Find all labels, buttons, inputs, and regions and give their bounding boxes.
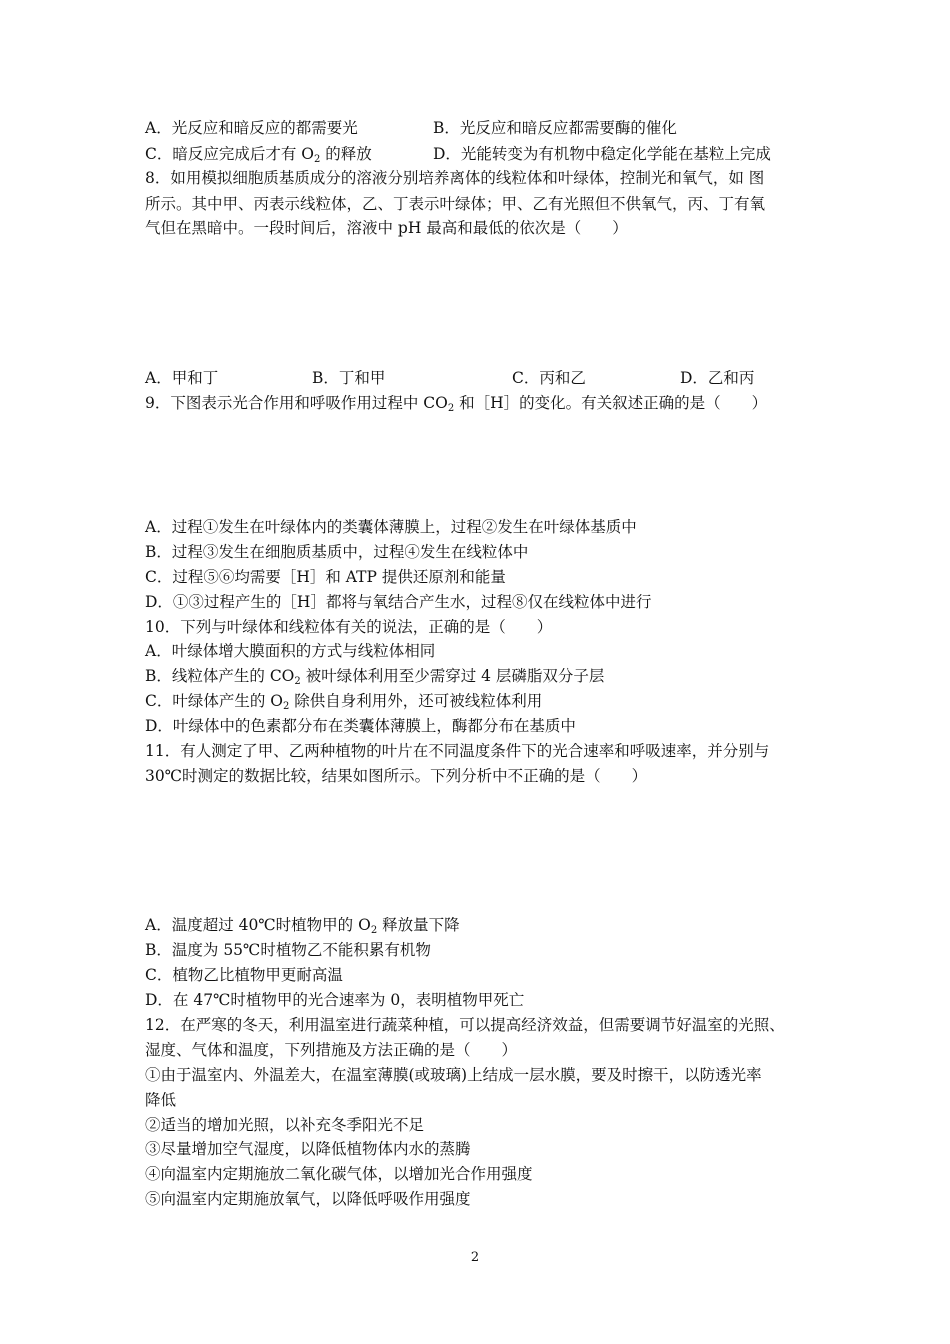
q9-option-b: B．过程③发生在细胞质基质中，过程④发生在线粒体中 [145,543,529,561]
q11-option-d: D．在 47℃时植物甲的光合速率为 0，表明植物甲死亡 [145,991,525,1009]
q7-option-b: B．光反应和暗反应都需要酶的催化 [433,119,677,137]
q9-option-a: A．过程①发生在叶绿体内的类囊体薄膜上，过程②发生在叶绿体基质中 [145,518,637,536]
q10-stem: 10．下列与叶绿体和线粒体有关的说法，正确的是（ ） [145,618,553,636]
q10-option-b: B．线粒体产生的 $CO_2$ 被叶绿体利用至少需穿过 4 层磷脂双分子层 [145,667,605,687]
q7-option-a: A．光反应和暗反应的都需要光 [145,119,358,137]
q12-item-2: ②适当的增加光照，以补充冬季阳光不足 [145,1116,425,1134]
q8-option-d: D．乙和丙 [680,369,755,387]
q8-stem-line-3: 气但在黑暗中。一段时间后，溶液中 pH 最高和最低的依次是（ ） [145,219,628,237]
q8-figure-placeholder [145,242,805,364]
q8-stem-line-2: 所示。其中甲、丙表示线粒体，乙、丁表示叶绿体；甲、乙有光照但不供氧气，丙、丁有氧 [145,195,766,213]
q12-item-1-line-2: 降低 [145,1091,177,1109]
q10-option-a: A．叶绿体增大膜面积的方式与线粒体相同 [145,642,436,660]
q12-item-3: ③尽量增加空气湿度，以降低植物体内水的蒸腾 [145,1140,471,1158]
q9-stem: 9．下图表示光合作用和呼吸作用过程中 $CO_2$ 和［H］的变化。有关叙述正确的是（ ） [145,394,768,414]
q11-stem-line-1: 11．有人测定了甲、乙两种植物的叶片在不同温度条件下的光合速率和呼吸速率，并分别与 [145,742,770,760]
q10-option-c: C．叶绿体产生的 $O_2$ 除供自身利用外，还可被线粒体利用 [145,692,543,712]
q12-stem-line-1: 12．在严寒的冬天，利用温室进行蔬菜种植，可以提高经济效益，但需要调节好温室的光照、 [145,1016,785,1034]
q11-option-b: B．温度为 55℃时植物乙不能积累有机物 [145,941,431,959]
q8-stem-line-1: 8．如用模拟细胞质基质成分的溶液分别培养离体的线粒体和叶绿体，控制光和氧气，如 图 [145,169,765,187]
q10-option-d: D．叶绿体中的色素都分布在类囊体薄膜上，酶都分布在基质中 [145,717,576,735]
q8-option-c: C．丙和乙 [512,369,586,387]
q9-option-c: C．过程⑤⑥均需要［H］和 ATP 提供还原剂和能量 [145,568,506,586]
q11-option-a: A．温度超过 40℃时植物甲的 $O_2$ 释放量下降 [145,916,460,936]
q8-option-b: B．丁和甲 [312,369,386,387]
q11-figure-placeholder [145,790,805,910]
q12-item-1-line-1: ①由于温室内、外温差大，在温室薄膜(或玻璃)上结成一层水膜，要及时擦干，以防透光率 [145,1066,762,1084]
q11-stem-line-2: 30℃时测定的数据比较，结果如图所示。下列分析中不正确的是（ ） [145,767,648,785]
q7-option-c: C．暗反应完成后才有 $O_2$ 的释放 [145,145,372,165]
q11-option-c: C．植物乙比植物甲更耐高温 [145,966,343,984]
q8-option-a: A．甲和丁 [145,369,219,387]
page-number: 2 [470,1250,480,1265]
q12-stem-line-2: 湿度、气体和温度，下列措施及方法正确的是（ ） [145,1041,518,1059]
q9-option-d: D．①③过程产生的［H］都将与氧结合产生水，过程⑧仅在线粒体中进行 [145,593,652,611]
q12-item-4: ④向温室内定期施放二氧化碳气体，以增加光合作用强度 [145,1165,533,1183]
q9-figure-placeholder [145,416,805,512]
q7-option-d: D．光能转变为有机物中稳定化学能在基粒上完成 [433,145,771,163]
q12-item-5: ⑤向温室内定期施放氧气，以降低呼吸作用强度 [145,1190,471,1208]
